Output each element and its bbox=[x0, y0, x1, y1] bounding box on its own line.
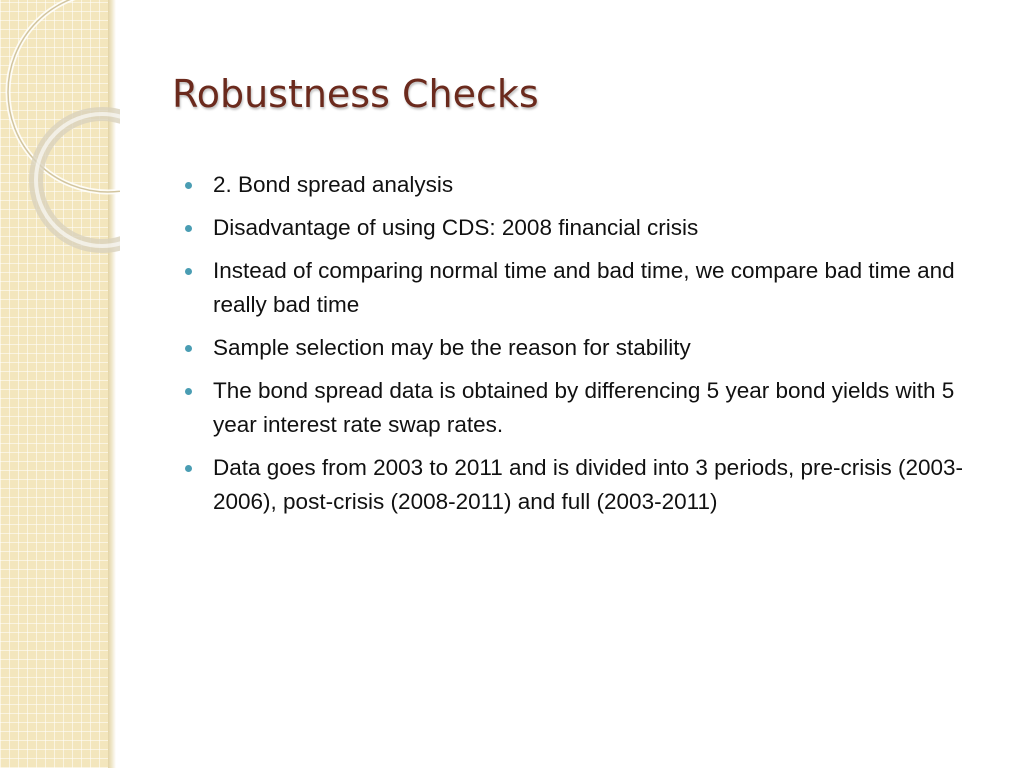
bullet-dot-icon bbox=[185, 268, 192, 275]
bullet-item bbox=[182, 451, 992, 519]
bullet-dot-icon bbox=[185, 465, 192, 472]
bullet-item bbox=[182, 211, 992, 245]
bullet-text: Disadvantage of using CDS: 2008 financial crisis bbox=[213, 215, 699, 240]
bullet-text: Instead of comparing normal time and bad time, we compare bad time and really bad time bbox=[213, 258, 955, 317]
bullet-list bbox=[182, 168, 992, 528]
bullet-item bbox=[182, 168, 992, 202]
bullet-dot-icon bbox=[185, 225, 192, 232]
bullet-item bbox=[182, 331, 992, 365]
bullet-text: Data goes from 2003 to 2011 and is divided into 3 periods, pre-crisis (2003-2006), post-crisis (2008-2011) and full (2003-2011) bbox=[213, 455, 964, 514]
bullet-text: The bond spread data is obtained by differencing 5 year bond yields with 5 year interest rate swap rates. bbox=[213, 378, 955, 437]
bullet-dot-icon bbox=[185, 345, 192, 352]
bullet-item bbox=[182, 254, 992, 322]
bullet-dot-icon bbox=[185, 388, 192, 395]
bullet-text: Sample selection may be the reason for stability bbox=[213, 335, 691, 360]
bullet-text: 2. Bond spread analysis bbox=[213, 172, 454, 197]
decorative-circles bbox=[0, 0, 120, 260]
slide-title: Robustness Checks bbox=[172, 72, 539, 116]
bullet-dot-icon bbox=[185, 182, 192, 189]
bullet-item bbox=[182, 374, 992, 442]
